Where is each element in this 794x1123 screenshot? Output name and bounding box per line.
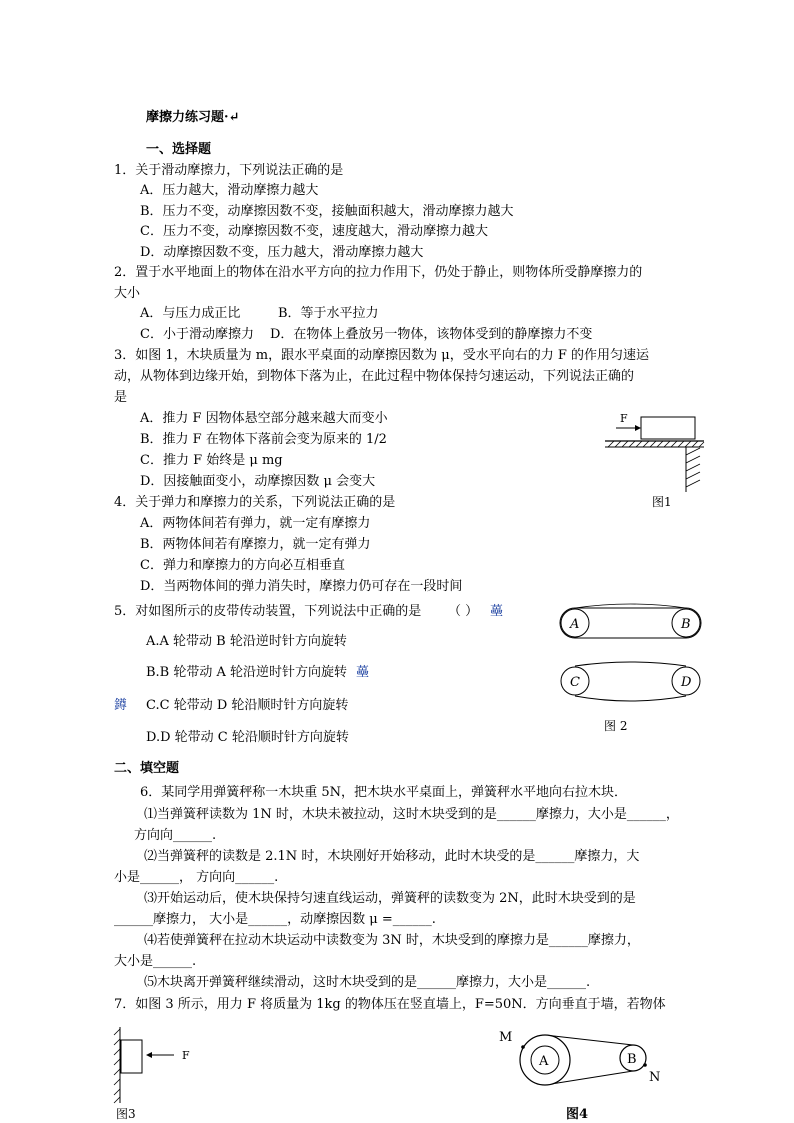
q4-stem: 4．关于弹力和摩擦力的关系，下列说法正确的是 <box>114 495 396 510</box>
q3-stem-line2: 动，从物体到边缘开始，到物体下落为止，在此过程中物体保持匀速运动，下列说法正确的 <box>114 369 635 384</box>
q1-option-d: D．动摩擦因数不变，压力越大，滑动摩擦力越大 <box>140 245 424 260</box>
q5-option-c-prefix: 鐏 <box>114 698 128 713</box>
fig4-label-b: B <box>627 1052 637 1067</box>
fig4-label-a: A <box>539 1054 549 1069</box>
q7-stem: 7．如图 3 所示，用力 F 将质量为 1kg 的物体压在竖直墙上，F=50N．方向垂直于墙，若物体 <box>114 997 666 1012</box>
doc-title: 摩擦力练习题·↵ <box>146 110 240 125</box>
q2-option-d: D．在物体上叠放另一物体，该物体受到的静摩擦力不变 <box>270 327 593 342</box>
section-heading-choice: 一、选择题 <box>146 142 212 157</box>
q6-part3-line2: ______摩擦力， 大小是______，动摩擦因数 μ =______. <box>114 912 436 927</box>
q6-part1-line1: ⑴当弹簧秤读数为 1N 时，木块未被拉动，这时木块受到的是______摩擦力，大小是______， <box>144 807 679 822</box>
q6-part4-line2: 大小是______. <box>114 954 197 969</box>
q6-part3-line1: ⑶开始运动后，使木块保持匀速直线运动，弹簧秤的读数变为 2N，此时木块受到的是 <box>144 891 636 906</box>
q5-option-b-mark: 蘲 <box>356 665 370 680</box>
fig2-belt-cd <box>575 662 686 666</box>
q6-part5: ⑸木块离开弹簧秤继续滑动，这时木块受到的是______摩擦力，大小是______. <box>144 975 591 990</box>
fig4-label-n: N <box>649 1070 661 1085</box>
fig3-arrowhead <box>146 1052 152 1058</box>
q4-option-b: B．两物体间若有摩擦力，就一定有弹力 <box>140 537 371 552</box>
fig1-table-hatch <box>608 441 704 447</box>
q6-part1-line2: 方向向______. <box>134 828 217 843</box>
q3-stem-line1: 3．如图 1，木块质量为 m，跟水平桌面的动摩擦因数为 μ，受水平向右的力 F 的作用匀速运 <box>114 348 650 363</box>
fig2-label-b: B <box>681 617 691 632</box>
q1-option-a: A．压力越大，滑动摩擦力越大 <box>140 183 319 198</box>
fig3-block <box>121 1040 142 1073</box>
fig4-point-n <box>643 1063 647 1067</box>
q4-option-d: D．当两物体间的弹力消失时，摩擦力仍可存在一段时间 <box>140 579 463 594</box>
fig2-belt-cd-lower <box>575 696 686 701</box>
q5-option-b: B.B 轮带动 A 轮沿逆时针方向旋转 <box>146 665 348 680</box>
q5-option-c: C.C 轮带动 D 轮沿顺时针方向旋转 <box>146 698 349 713</box>
q2-option-a: A．与压力成正比 <box>140 306 241 321</box>
q6-stem: 6．某同学用弹簧秤称一木块重 5N，把木块水平桌面上，弹簧秤水平地向右拉木块． <box>140 785 628 800</box>
fig1-force-label: F <box>620 412 628 425</box>
fig4-point-m <box>521 1045 525 1049</box>
q6-part2-line1: ⑵当弹簧秤的读数是 2.1N 时，木块刚好开始移动，此时木块受的是______摩擦力，大 <box>144 849 640 864</box>
q1-option-c: C．压力不变，动摩擦因数不变，速度越大，滑动摩擦力越大 <box>140 224 488 239</box>
fig2-label-d: D <box>681 675 692 690</box>
figure-3 <box>112 1025 202 1105</box>
q2-stem-line1: 2．置于水平地面上的物体在沿水平方向的拉力作用下，仍处于静止，则物体所受静摩擦力的 <box>114 265 643 280</box>
fig1-leg-hatch <box>686 448 700 487</box>
q3-option-d: D．因接触面变小，动摩擦因数 μ 会变大 <box>140 474 376 489</box>
figure-4 <box>495 1025 675 1103</box>
fig1-arrowhead <box>635 425 641 431</box>
q5-option-d: D.D 轮带动 C 轮沿顺时针方向旋转 <box>146 730 349 745</box>
figure-2 <box>552 598 707 708</box>
q4-option-c: C．弹力和摩擦力的方向必互相垂直 <box>140 558 345 573</box>
fig3-caption: 图3 <box>116 1107 136 1121</box>
q6-part2-line2: 小是______， 方向向______. <box>114 870 279 885</box>
q5-mark: 蘲 <box>490 604 504 619</box>
q5-answer-bracket: （ ） <box>448 604 479 619</box>
q3-option-b: B．推力 F 在物体下落前会变为原来的 1/2 <box>140 432 387 447</box>
fig2-belt-ab-curve <box>575 604 686 608</box>
q2-stem-line2: 大小 <box>114 286 141 301</box>
q2-option-b: B．等于水平拉力 <box>278 306 379 321</box>
fig2-label-c: C <box>570 675 580 690</box>
q1-stem: 1．关于滑动摩擦力，下列说法正确的是 <box>114 163 344 178</box>
fig2-label-a: A <box>570 617 580 632</box>
q3-stem-line3: 是 <box>114 390 128 405</box>
q3-option-a: A．推力 F 因物体悬空部分越来越大而变小 <box>140 411 388 426</box>
q5-option-a: A.A 轮带动 B 轮沿逆时针方向旋转 <box>146 634 347 649</box>
fig3-force-label: F <box>182 1049 190 1062</box>
fig1-caption: 图1 <box>652 495 672 509</box>
q6-part4-line1: ⑷若使弹簧秤在拉动木块运动中读数变为 3N 时，木块受到的摩擦力是______摩擦力， <box>144 933 640 948</box>
fig2-caption: 图 2 <box>604 719 628 733</box>
q1-option-b: B．压力不变，动摩擦因数不变，接触面积越大，滑动摩擦力越大 <box>140 204 514 219</box>
fig4-caption: 图4 <box>566 1107 589 1122</box>
q4-option-a: A．两物体间若有弹力，就一定有摩擦力 <box>140 516 371 531</box>
q5-stem: 5．对如图所示的皮带传动装置，下列说法中正确的是 <box>114 604 422 619</box>
fig3-wall-hatch <box>114 1029 120 1103</box>
q2-option-c: C．小于滑动摩擦力 <box>140 327 254 342</box>
section-heading-fill: 二、填空题 <box>114 761 180 776</box>
fig4-label-m: M <box>499 1030 513 1045</box>
fig1-block <box>641 417 695 439</box>
q3-option-c: C．推力 F 始终是 μ mg <box>140 453 283 468</box>
